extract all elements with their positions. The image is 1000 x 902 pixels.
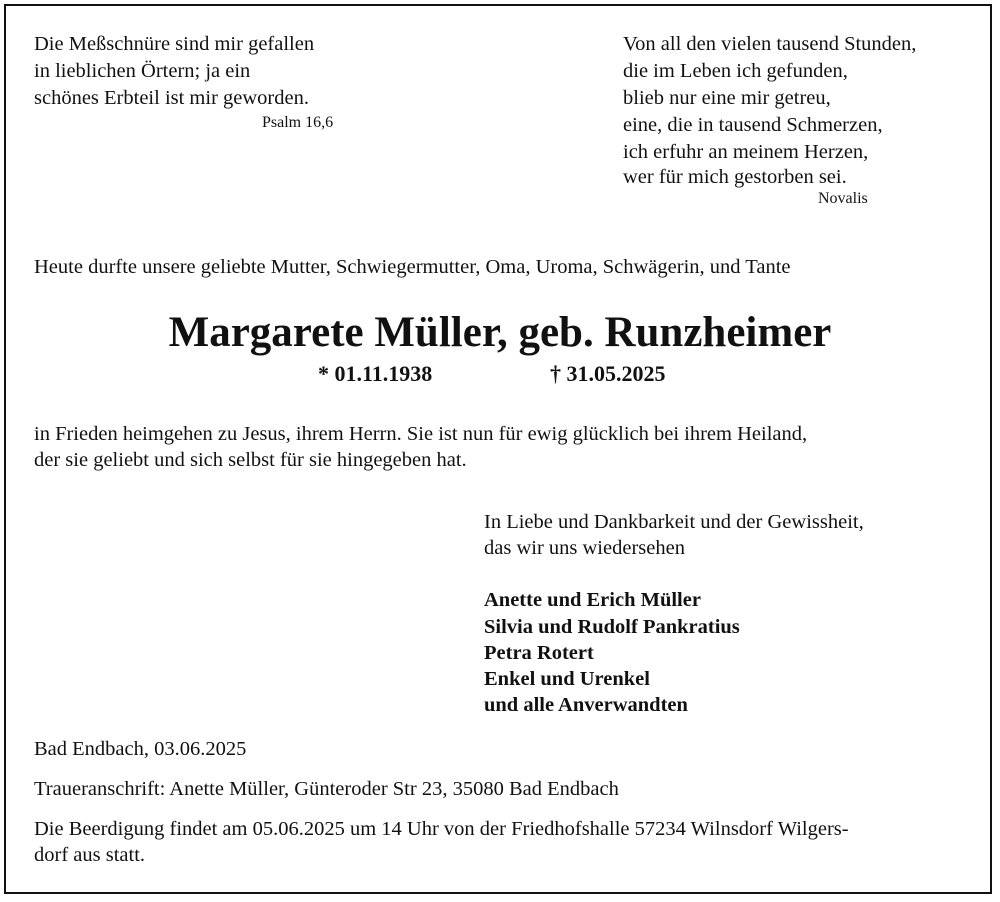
poem-line: ich erfuhr an meinem Herzen, (623, 141, 869, 163)
poem-line: eine, die in tausend Schmerzen, (623, 114, 883, 136)
psalm-line: schönes Erbteil ist mir geworden. (34, 87, 309, 109)
poem-line: blieb nur eine mir getreu, (623, 87, 831, 109)
birth-date: * 01.11.1938 (318, 361, 433, 386)
closing-line: In Liebe und Dankbarkeit und der Gewissheit, (484, 511, 864, 533)
poem-author: Novalis (818, 190, 868, 207)
mourner-name: Enkel und Urenkel (484, 668, 650, 690)
mourner-name: Anette und Erich Müller (484, 589, 701, 611)
psalm-line: Die Meßschnüre sind mir gefallen (34, 33, 315, 55)
psalm-source: Psalm 16,6 (262, 114, 334, 131)
deceased-name: Margarete Müller, geb. Runzheimer (168, 309, 832, 356)
poem-line: die im Leben ich gefunden, (623, 60, 848, 82)
poem-line: wer für mich gestorben sei. (623, 166, 847, 188)
mourner-name: Silvia und Rudolf Pankratius (484, 616, 740, 638)
death-date: † 31.05.2025 (550, 361, 666, 386)
closing-line: das wir uns wiedersehen (484, 537, 685, 559)
psalm-line: in lieblichen Örtern; ja ein (34, 60, 251, 82)
funeral-line: dorf aus statt. (34, 844, 146, 866)
message-line: der sie geliebt und sich selbst für sie hingegeben hat. (34, 449, 467, 471)
mourner-name: Petra Rotert (484, 642, 594, 664)
message-line: in Frieden heimgehen zu Jesus, ihrem Herrn. Sie ist nun für ewig glücklich bei ihrem Heiland, (34, 423, 808, 445)
mourning-address: Traueranschrift: Anette Müller, Günteroder Str 23, 35080 Bad Endbach (34, 778, 619, 800)
mourner-name: und alle Anverwandten (484, 694, 688, 716)
poem-line: Von all den vielen tausend Stunden, (623, 33, 917, 55)
intro-text: Heute durfte unsere geliebte Mutter, Schwiegermutter, Oma, Uroma, Schwägerin, und Tante (34, 256, 791, 278)
funeral-line: Die Beerdigung findet am 05.06.2025 um 14 Uhr von der Friedhofshalle 57234 Wilnsdorf Wilgers- (34, 818, 849, 840)
place-date: Bad Endbach, 03.06.2025 (34, 738, 247, 760)
